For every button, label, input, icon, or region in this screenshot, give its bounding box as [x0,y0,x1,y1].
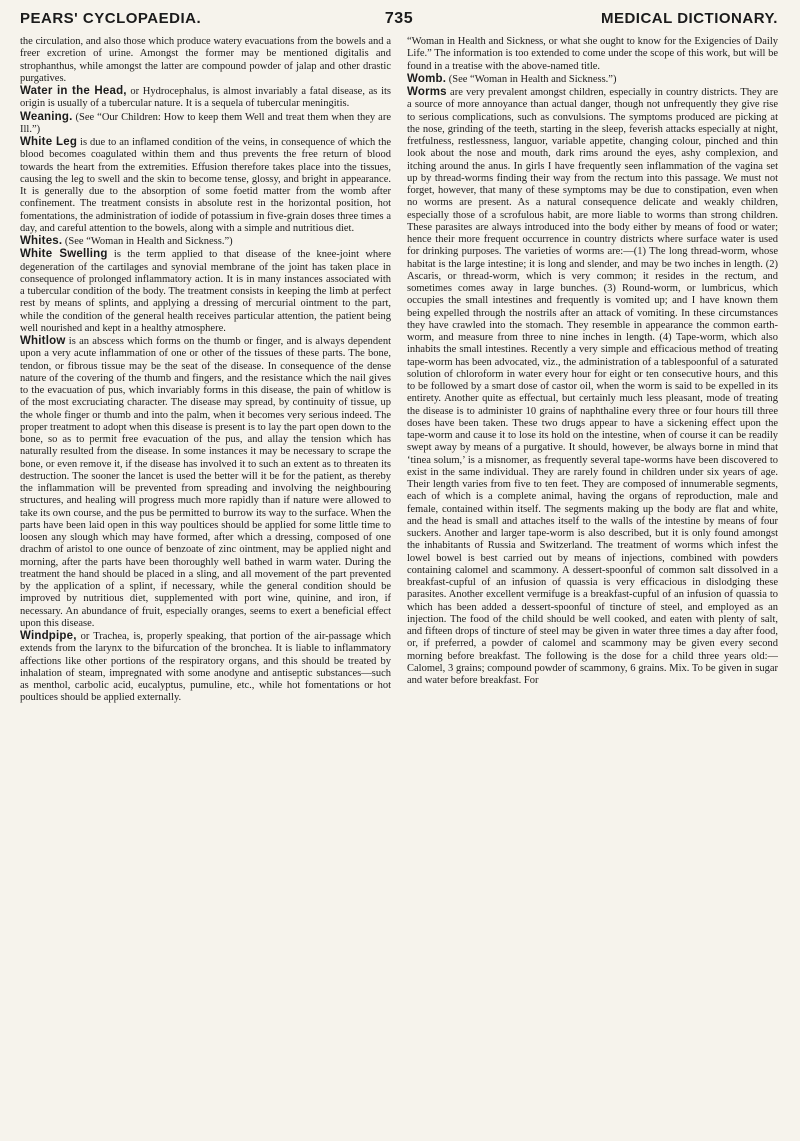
entry-text: the circulation, and also those which produce watery evacuations from the bowels and a freer excretion of urine. Amongst the former may be mentioned digitalis and strophanthus, while amongst the latter are compound powder of jalap and other drastic purgatives. [20,36,391,84]
entry-headword: White Leg [20,136,78,148]
entry-headword: White Swelling [20,248,108,261]
entry-text: or Trachea, is, properly speaking, that portion of the air-passage which extends from the larynx to the bifurcation of the bronchea. It is liable to inflammatory affections like other portions of the respiratory organs, and this should be treated by inhalation of steam, impregnated with some anodyne and antiseptic substances—such as menthol, carbolic acid, eucalyptus, pumuline, etc., while hot fomentations or hot poultices should be applied externally. [20,631,391,704]
page-number: 735 [384,10,414,27]
entry-headword: Windpipe, [20,630,77,642]
dictionary-entry [20,136,391,235]
entry-text: (See “Woman in Health and Sickness.”) [62,236,233,247]
entry-headword: Weaning. [20,110,73,123]
dictionary-entry [20,630,391,705]
entry-text: are very prevalent amongst children, especially in country districts. They are a source of more annoyance than actual danger, though not unfrequently they give rise to serious complications, such as convulsions. The symptoms produced are picking at the nose, grinding of the teeth, starting in the sleep, feverish attacks especially at night, fretfulness, restlessness, languor, variable appetite, changing colour, pinched and thin look about the nose and mouth, dark rims around the eyes, ashy complexion, and itching around the anus. In girls I have frequently seen inflammation of the vagina set up by thread-worms finding their way from the rectum into this passage. We must not forget, however, that many of these symptoms may be due to constipation, even when no worms are present. As a natural consequence delicate and weakly children, especially those of a scrofulous habit, are more liable to worms than strong children. These parasites are always introduced into the body either by means of food or water; hence their more frequent occurrence in country districts where surface water is used for drinking purposes. The varieties of worms are:—(1) The long thread-worm, whose habitat is the large intestine; it is long and slender, and may be two inches in length. (2) Ascaris, or thread-worm, which is very common; it resides in the rectum, and sometimes comes away in large bunches. (3) Round-worm, or lumbricus, which occupies the small intestines and frequently is vomited up; and I have known them being expelled through the nostrils after an attack of vomiting. In these circumstances they have crawled into the stomach. They resemble in appearance the common earth-worm, and measure from three to nine inches in length. (4) Tape-worm, which also inhabits the small intestines. Recently a very simple and efficacious method of treating tape-worm has been advocated, viz., the administration of a tablespoonful of a saturated solution of chloroform in water every hour for eight or ten consecutive hours, and this to be followed by a smart dose of castor oil, when the worm is said to be expelled in its entirety. Another quite as effectual, but certainly much less pleasant, mode of treating the disease is to administer 10 grains of naphthaline every three or four hours till three doses have been taken. These two drugs appear to have a sickening effect upon the tape-worm and cause it to lose its hold on the intestine, when of course it can be readily swept away by means of a purgative. It should, however, be always borne in mind that ‘tinea solum,’ is a misnomer, as frequently several tape-worms have been discovered to exist in the same individual. They are rarely found in children under six years of age. Their length varies from five to ten feet. They are composed of innumerable segments, each of which is a complete animal, having the organs of reproduction, male and female, contained within itself. The segments making up the body are flat and white, and the head is small and attaches itself to the walls of the intestine by means of four suckers. Another and larger tape-worm is also described, but it is only found amongst the inhabitants of Russia and Switzerland. The treatment of worms which infest the lowel bowel is best carried out by means of injections, combined with powders containing calomel and scammony. A dessert-spoonful of common salt dissolved in a breakfast-cupful of an infusion of quassia is very efficacious in dislodging these parasites. Another excellent vermifuge is a breakfast-cupful of an infusion of quassia to which has been added a dessert-spoonful of tincture of steel, and employed as an injection. The food of the child should be well cooked, and eaten with plenty of salt, and fifteen drops of tincture of steel may be given in water three times a day after food, or, if preferred, a powder of calomel and scammony may be given every second morning before breakfast. The following is the dose for a child three years old:—Calomel, 3 grains; compound powder of scammony, 6 grains. Mix. To be given in sugar and water before breakfast. For [407,87,778,686]
dictionary-entry [20,85,391,111]
dictionary-entry [407,73,778,86]
entry-headword: Whitlow [20,335,66,347]
text-columns [20,36,778,1136]
right-column [407,36,778,1136]
entry-headword: Worms [407,86,447,98]
header-right-title: MEDICAL DICTIONARY. [600,10,778,27]
dictionary-entry [20,235,391,248]
dictionary-entry [20,335,391,630]
entry-text: is due to an inflamed condition of the veins, in consequence of which the blood becomes coagulated within them and thus prevents the free return of blood towards the heart from the extremities. Effusion therefore takes place into the tissues, causing the leg to swell and the skin to become tense, glossy, and bright in appearance. It is generally due to the absorption of some foetid matter from the womb after confinement. The treatment consists in absolute rest in the horizontal position, hot fomentations, the administration of iodide of potassium in five-grain doses three times a day, and careful attention to the bowels, along with a simple and nutritious diet. [20,137,391,234]
dictionary-entry [20,111,391,137]
entry-text: is an abscess which forms on the thumb or finger, and is always dependent upon a very acute inflammation of one or other of the tissues of these parts. The bone, tendon, or fibrous tissue may be the seat of the disease. In consequence of the dense nature of the covering of the thumb and fingers, and the resistance which the nail gives to the evacuation of pus, which invariably forms in this disease, the pain of whitlow is of the most excruciating character. The disease may spread, by continuity of tissue, up the whole finger or thumb and into the palm, when it becomes very serious indeed. The proper treatment to adopt when this disease is present is to lay the part open down to the bone, so as to permit free evacuation of the pus, and allay the tension which has naturally resulted from the disease. In some instances it may be necessary to scrape the bone, or even remove it, if the disease has involved it to such an extent as to threaten its destruction. The sooner the lancet is used the better will it be for the patient, as thereby the inflammation will be prevented from spreading and involving the neighbouring structures, and healing will progress much more rapidly than if nature were allowed to take its own course, and the pus be permitted to burrow its way to the surface. When the parts have been laid open in this way poultices should be applied for some little time to loosen any slough which may have formed, after which a dressing, composed of one drachm of aristol to one ounce of benzoate of zinc ointment, may be applied night and morning, after the parts have been thoroughly well bathed in warm water. During the treatment the hand should be placed in a sling, and all movement of the part prevented by the application of a splint, if necessary, while the general condition should be improved by nutritious diet, supplemented with port wine, quinine, and iron, if necessary. An abundance of fruit, especially oranges, seems to exert a beneficial effect upon this disease. [20,336,391,629]
entry-text: “Woman in Health and Sickness, or what she ought to know for the Exigencies of Daily Life.” The information is too extended to come under the scope of this work, but will be found in a treatise with the above-named title. [407,36,778,72]
dictionary-entry [20,36,391,85]
running-header [20,10,778,28]
entry-text: is the term applied to that disease of the knee-joint where degeneration of the cartilages and synovial membrane of the joint has taken place in consequence of prolonged inflammatory action. It is in many instances associated with a tubercular condition of the body. The treatment consists in keeping the limb at perfect rest by means of splints, and applying a dressing of mercurial ointment to the part, while the condition of the general health receives particular attention, the patient being well nourished and kept in a healthy atmosphere. [20,249,391,334]
dictionary-entry [407,86,778,687]
left-column [20,36,391,1136]
header-left-title: PEARS' CYCLOPAEDIA. [20,10,202,27]
entry-headword: Womb. [407,72,447,85]
dictionary-entry [407,36,778,73]
entry-headword: Whites. [20,235,63,247]
entry-headword: Water in the Head, [20,85,127,97]
entry-text: (See “Our Children: How to keep them Well and treat them when they are Ill.”) [20,111,391,135]
entry-text: or Hydrocephalus, is almost invariably a fatal disease, as its origin is usually of a tubercular nature. It is a sequela of tubercular meningitis. [20,86,391,110]
entry-text: (See “Woman in Health and Sickness.”) [446,73,617,85]
dictionary-entry [20,248,391,335]
